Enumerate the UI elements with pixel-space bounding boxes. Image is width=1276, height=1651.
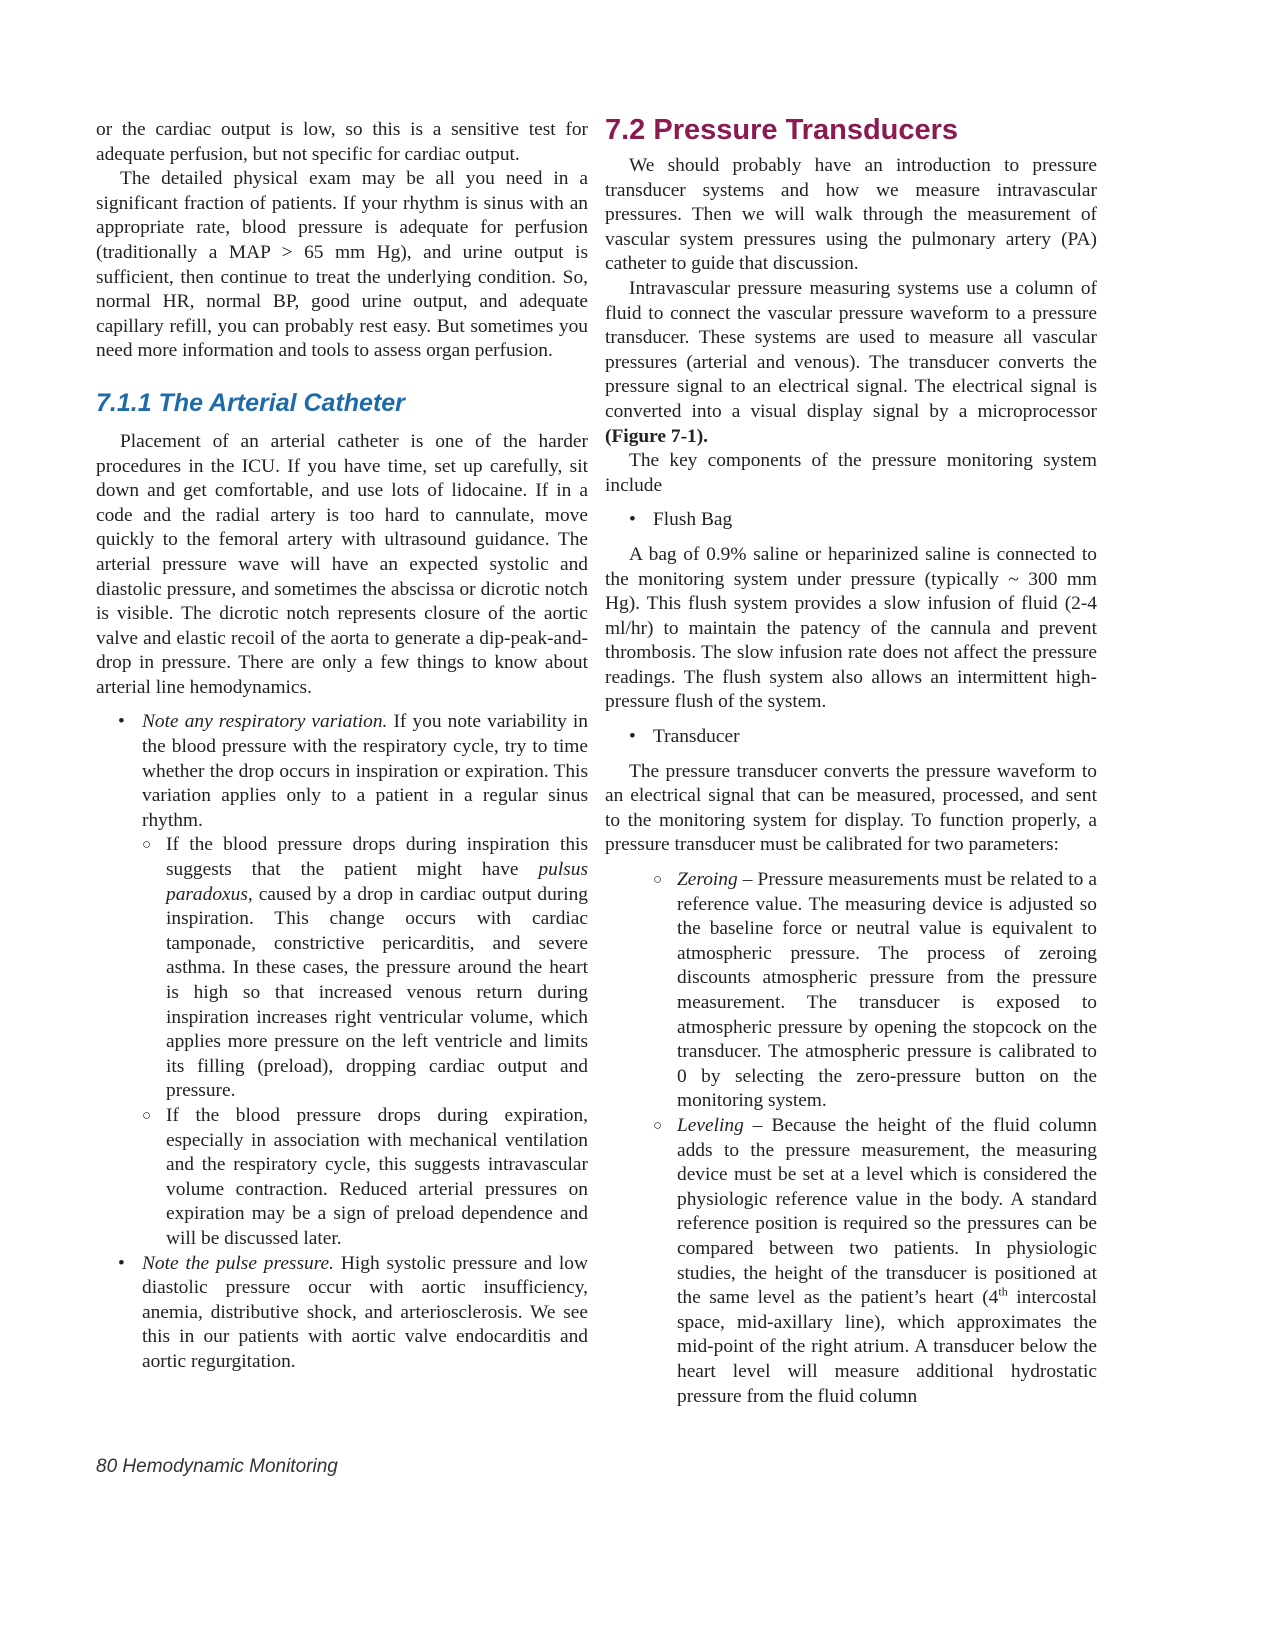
- zeroing-term: Zeroing: [677, 869, 738, 891]
- list-item-zeroing: ○ Zeroing – Pressure measurements must be related to a reference value. The measuring device is adjusted so the baseline force or neutral value is equivalent to atmospheric pressure. The process of zeroing discounts atmospheric pressure from the pressure measurement. The transducer is exposed to atmospheric pressure by opening the stopcock on the transducer. The atmospheric pressure is calibrated to 0 by selecting the zero-pressure button on the monitoring system.: [653, 869, 1097, 1112]
- respiratory-sub-list: [142, 833, 588, 1251]
- bullet-lead: Note any respiratory variation.: [142, 711, 388, 733]
- flush-bag-paragraph: A bag of 0.9% saline or heparinized saline is connected to the monitoring system under pressure (typically ~ 300 mm Hg). This flush system provides a slow infusion of fluid (2-4 ml/hr) to maintain the patency of the cannula and prevent thrombosis. The slow infusion rate does not affect the pressure readings. The flush system also allows an intermittent high-pressure flush of the system.: [605, 543, 1097, 713]
- calibration-parameter-list: [605, 868, 1097, 1409]
- continuation-paragraph: or the cardiac output is low, so this is a sensitive test for adequate perfusion, but not specific for cardiac output.: [96, 119, 588, 165]
- list-item-transducer: • Transducer: [605, 725, 1097, 750]
- bullet-text: If you note variability in the blood pressure with the respiratory cycle, try to time whether the drop occurs in inspiration or expiration. This variation applies only to a patient in a regular sinus rhythm.: [142, 711, 588, 831]
- hollow-bullet-icon: ○: [653, 1117, 663, 1134]
- hollow-bullet-icon: ○: [142, 837, 152, 854]
- leveling-term: Leveling: [677, 1114, 744, 1136]
- bullet-icon: •: [118, 711, 125, 733]
- subsection-heading-arterial-catheter: 7.1.1 The Arterial Catheter: [96, 388, 405, 417]
- arterial-catheter-paragraph: Placement of an arterial catheter is one of the harder procedures in the ICU. If you have time, set up carefully, sit down and get comfortable, and use lots of lidocaine. If in a code and the radial artery is too hard to cannulate, move quickly to the femoral artery with ultrasound guidance. The arterial pressure wave will have an expected systolic and diastolic pressure, and sometimes the abscissa or dicrotic notch is visible. The dicrotic notch represents closure of the aortic valve and elastic recoil of the aorta to generate a dip-peak-and-drop in pressure. There are only a few things to know about arterial line hemodynamics.: [96, 430, 588, 698]
- hollow-bullet-icon: ○: [653, 872, 663, 889]
- list-item-leveling: ○ Leveling – Because the height of the fluid column adds to the pressure measurement, the measuring device must be set at a level which is considered the physiologic reference value in the body. A standard reference position is required so the pressures can be compared between two patients. In physiologic studies, the height of the transducer is positioned at the same level as the patient’s heart (4th intercostal space, mid-axillary line), which approximates the mid-point of the right atrium. A transducer below the heart level will measure additional hydrostatic pressure from the fluid column: [653, 1114, 1097, 1407]
- bullet-lead: Note the pulse pressure.: [142, 1252, 334, 1274]
- key-components-paragraph: The key components of the pressure monitoring system include: [605, 450, 1097, 496]
- page-footer: 80 Hemodynamic Monitoring: [96, 1456, 338, 1477]
- component-list-transducer: [605, 725, 1097, 750]
- list-item-pulse-pressure: [96, 1252, 588, 1375]
- list-item-respiratory-variation: [96, 710, 588, 1251]
- figure-reference-link[interactable]: (Figure 7-1).: [605, 425, 709, 447]
- left-column: [96, 118, 588, 1375]
- bullet-icon: •: [118, 1252, 125, 1274]
- arterial-bullet-list: [96, 710, 588, 1374]
- list-item-flush-bag: • Flush Bag: [605, 508, 1097, 533]
- component-list-flush-bag: [605, 508, 1097, 533]
- intro-paragraph: We should probably have an introduction to pressure transducer systems and how we measure intravascular pressures. Then we will walk through the measurement of vascular system pressures using the pulmonary artery (PA) catheter to guide that discussion.: [605, 155, 1097, 275]
- pulsus-paradoxus-term: pulsus paradoxus: [166, 859, 588, 905]
- right-column: [605, 114, 1097, 1409]
- sub-list-item-expiration: ○ If the blood pressure drops during expiration, especially in association with mechanical ventilation and the respiratory cycle, this suggests intravascular volume contraction. Reduced arterial pressures on expiration may be a sign of preload dependence and will be discussed later.: [142, 1104, 588, 1249]
- section-heading-pressure-transducers: 7.2 Pressure Transducers: [605, 114, 959, 146]
- physical-exam-paragraph: The detailed physical exam may be all you need in a significant fraction of patients. If your rhythm is sinus with an appropriate rate, blood pressure is adequate for perfusion (traditionally a MAP > 65 mm Hg), and urine output is sufficient, then continue to treat the underlying condition. So, normal HR, normal BP, good urine output, and adequate capillary refill, you can probably rest easy. But sometimes you need more information and tools to assess organ perfusion.: [96, 168, 588, 362]
- bullet-icon: •: [629, 726, 636, 748]
- bullet-text: High systolic pressure and low diastolic pressure occur with aortic insufficiency, anemia, distributive shock, and arteriosclerosis. We see this in our patients with aortic valve endocarditis and aortic regurgitation.: [142, 1252, 588, 1372]
- hollow-bullet-icon: ○: [142, 1107, 152, 1124]
- intravascular-paragraph: Intravascular pressure measuring systems use a column of fluid to connect the vascular pressure waveform to a pressure transducer. These systems are used to measure all vascular pressures (arterial and venous). The transducer converts the pressure signal to an electrical signal. The electrical signal is converted into a visual display signal by a microprocessor (Figure 7-1).: [605, 277, 1097, 447]
- transducer-paragraph: The pressure transducer converts the pressure waveform to an electrical signal that can be measured, processed, and sent to the monitoring system for display. To function properly, a pressure transducer must be calibrated for two parameters:: [605, 760, 1097, 856]
- bullet-icon: •: [629, 509, 636, 531]
- sub-list-item-inspiration: ○ If the blood pressure drops during inspiration this suggests that the patient might have pulsus paradoxus, caused by a drop in cardiac output during inspiration. This change occurs with cardiac tamponade, constrictive pericarditis, and severe asthma. In these cases, the pressure around the heart is high so that increased venous return during inspiration increases right ventricular volume, which applies more pressure on the left ventricle and limits its filling (preload), dropping cardiac output and pressure.: [142, 834, 588, 1102]
